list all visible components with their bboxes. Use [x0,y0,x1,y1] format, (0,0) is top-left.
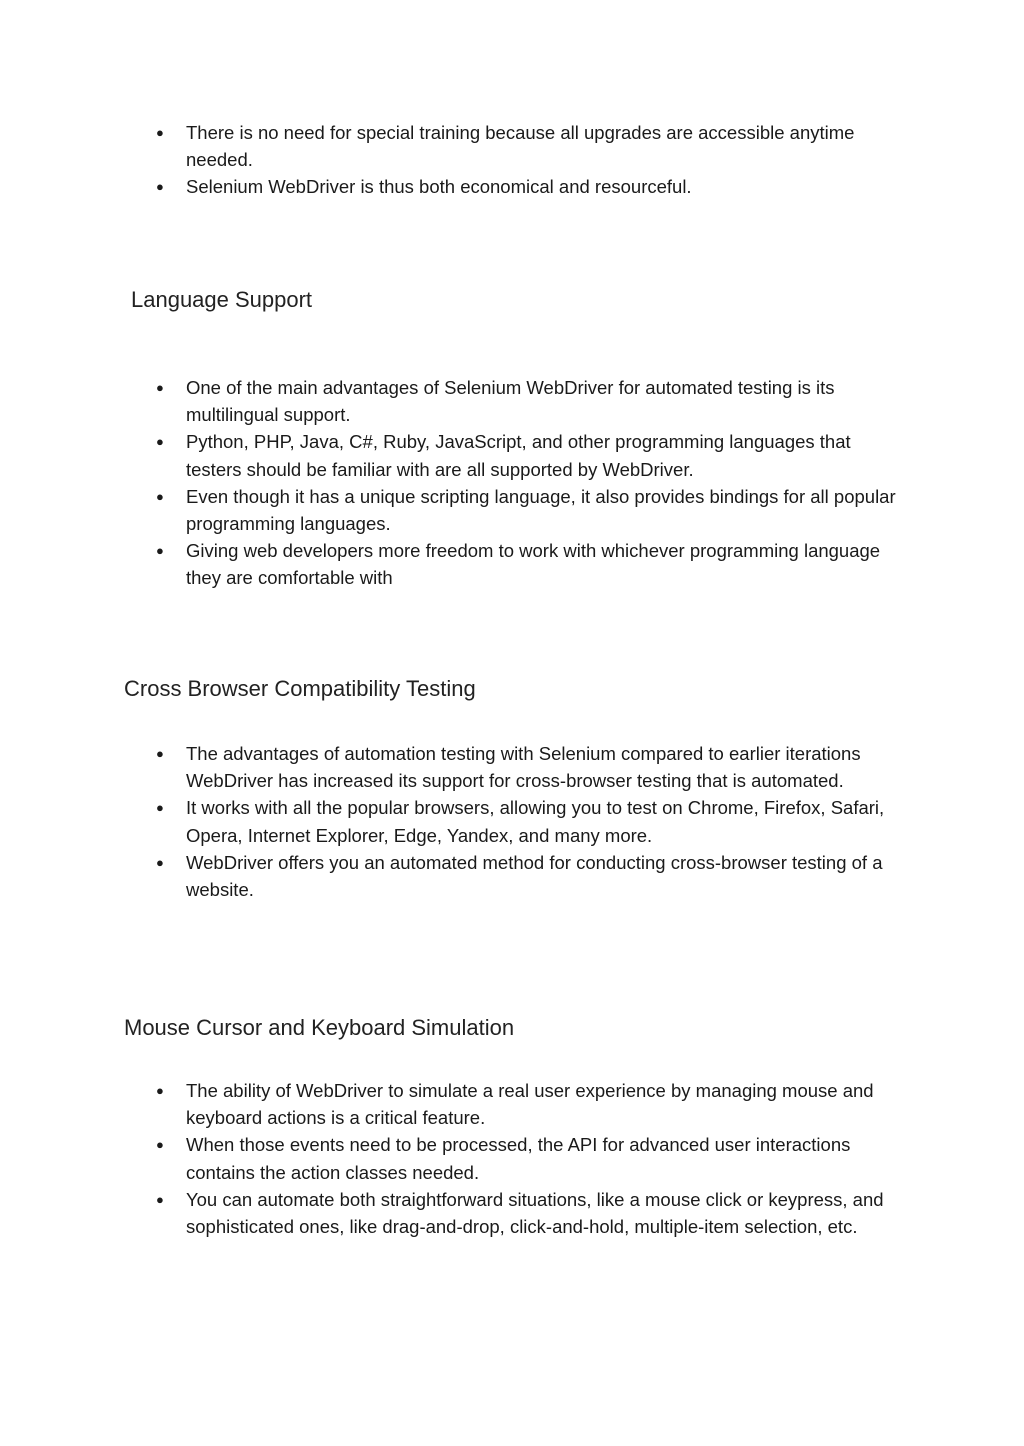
list-item-text: It works with all the popular browsers, allowing you to test on Chrome, Firefox, Safari, Opera, Internet Explorer, Edge, Yandex, and many more. [186,797,885,846]
bullet-icon: ● [156,1137,164,1153]
bullet-icon: ● [156,1083,164,1098]
list-item-text: There is no need for special training because all upgrades are accessible anytime needed. [186,122,855,171]
list-item-text: Even though it has a unique scripting language, it also provides bindings for all popular programming languages. [186,485,896,535]
bullet-icon: ● [156,179,164,195]
list-item-text: WebDriver offers you an automated method for conducting cross-browser testing of a website. [186,851,883,901]
list-item-text: When those events need to be processed, the API for advanced user interactions contains the action classes needed. [186,1134,851,1183]
bullet-icon: ● [156,380,164,395]
list-item [0,537,1024,591]
list-item-text: The ability of WebDriver to simulate a real user experience by managing mouse and keyboard actions is a critical feature. [186,1080,874,1129]
bullet-icon: ● [156,434,164,450]
bullet-icon: ● [156,488,164,504]
list-item [0,119,1024,173]
list-item [0,428,1024,482]
cross-browser-list [0,740,1024,903]
list-item [0,1077,1024,1131]
bullet-icon: ● [156,1191,164,1207]
bullet-icon: ● [156,125,164,140]
list-item-text: Python, PHP, Java, C#, Ruby, JavaScript, and other programming languages that testers should be familiar with are all supported by WebDriver. [186,431,851,480]
list-item [0,173,1024,200]
list-item-text: Giving web developers more freedom to work with whichever programming language they are comfortable with [186,540,881,589]
list-item-text: You can automate both straightforward situations, like a mouse click or keypress, and sophisticated ones, like drag-and-drop, click-and-hold, multiple-item selection, etc. [186,1188,884,1238]
section-heading-language-support: Language Support [131,287,313,312]
list-item [0,1186,1024,1240]
list-item [0,794,1024,848]
bullet-icon: ● [156,854,164,870]
list-item [0,374,1024,428]
section-heading-cross-browser: Cross Browser Compatibility Testing [124,676,476,701]
bullet-icon: ● [156,543,164,559]
language-support-list [0,374,1024,592]
list-item [0,740,1024,794]
list-item-text: The advantages of automation testing with Selenium compared to earlier iterations WebDriver has increased its support for cross-browser testing that is automated. [186,743,861,792]
list-item-text: One of the main advantages of Selenium WebDriver for automated testing is its multilingual support. [186,377,835,426]
list-item [0,1131,1024,1185]
bullet-icon: ● [156,746,164,761]
list-item [0,849,1024,903]
list-item [0,483,1024,537]
bullet-icon: ● [156,800,164,816]
list-item-text: Selenium WebDriver is thus both economical and resourceful. [186,176,692,198]
section-heading-mouse-keyboard: Mouse Cursor and Keyboard Simulation [124,1015,515,1040]
intro-list [0,119,1024,201]
mouse-keyboard-list [0,1077,1024,1240]
